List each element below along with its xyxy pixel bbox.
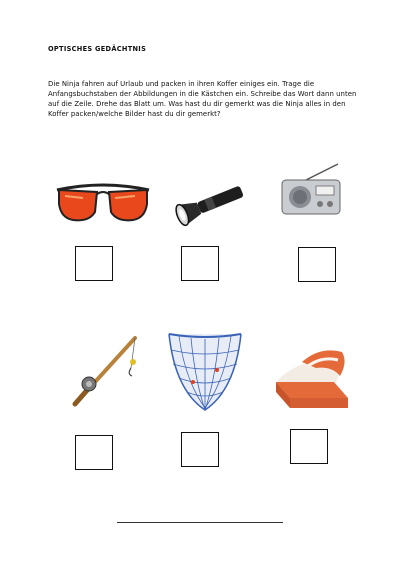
letter-box-6[interactable] <box>290 429 328 464</box>
letter-box-4[interactable] <box>75 435 113 470</box>
flashlight-icon <box>172 178 252 228</box>
sunglasses-icon <box>53 176 153 228</box>
worksheet-title: OPTISCHES GEDÄCHTNIS <box>48 45 147 53</box>
letter-box-2[interactable] <box>181 246 219 281</box>
answer-line[interactable] <box>117 522 283 523</box>
radio-icon <box>278 162 344 218</box>
letter-box-5[interactable] <box>181 432 219 467</box>
letter-box-3[interactable] <box>298 247 336 282</box>
blanket-icon <box>272 336 352 416</box>
instructions-text: Die Ninja fahren auf Urlaub und packen in ihren Koffer einiges ein. Trage die Anfangsbuchstaben der Abbildungen in die Kästchen ein. Schreibe das Wort dann unten auf die Zeile. Drehe das Blatt um. Was hast du dir gemerkt was die Ninja alles in den Koffer packen/welche Bilder hast du dir gemerkt? <box>48 80 357 118</box>
fishing-net-icon <box>165 330 245 416</box>
letter-box-1[interactable] <box>75 246 113 281</box>
fishing-rod-icon <box>65 332 140 410</box>
